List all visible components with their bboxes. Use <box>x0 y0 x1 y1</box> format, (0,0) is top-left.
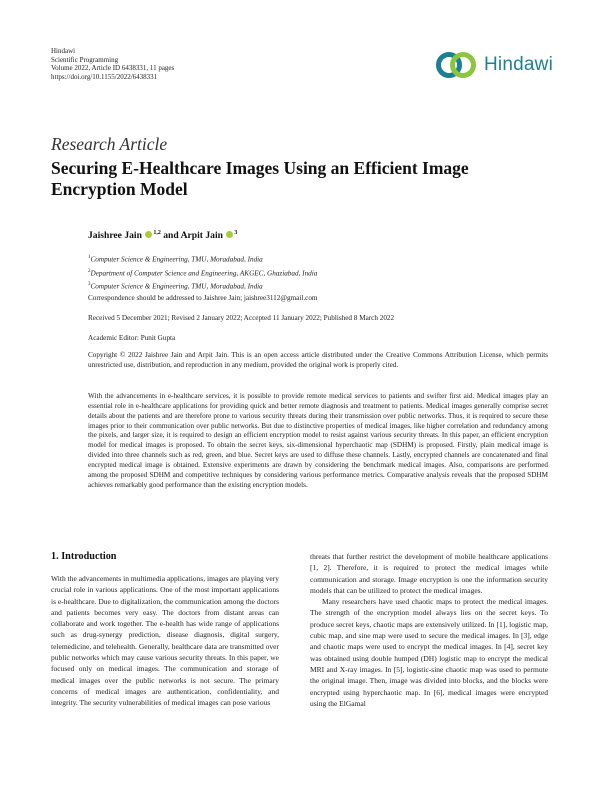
affiliation-item: $^2$Department of Computer Science and Engineering, AKGEC, Ghaziabad, India <box>88 268 318 278</box>
logo-text: Hindawi <box>484 54 553 75</box>
journal-volume: Volume 2022, Article ID 6438331, 11 pages <box>51 64 175 73</box>
right-column <box>310 551 548 709</box>
correspondence: Correspondence should be addressed to Jaishree Jain; jaishree3112@gmail.com <box>88 294 318 302</box>
journal-publisher: Hindawi <box>51 47 76 55</box>
journal-name: Scientific Programming <box>51 55 119 64</box>
section-heading: 1. Introduction <box>51 551 117 562</box>
author-list <box>88 230 237 241</box>
publication-dates: Received 5 December 2021; Revised 2 January 2022; Accepted 11 January 2022; Published 8 March 2022 <box>88 314 395 322</box>
article-type: Research Article <box>51 134 168 154</box>
academic-editor: Academic Editor: Punit Gupta <box>88 334 176 342</box>
hindawi-logo <box>436 48 553 82</box>
orcid-icon[interactable] <box>145 231 152 238</box>
affiliation-item: $^1$Computer Science & Engineering, TMU, Moradabad, India <box>88 255 263 264</box>
affiliation-item: $^3$Computer Science & Engineering, TMU, Moradabad, India <box>88 282 263 291</box>
paper-title: Securing E-Healthcare Images Using an Efficient Image Encryption Model <box>51 158 469 199</box>
author-conjunction: and <box>163 230 179 242</box>
left-column <box>51 551 279 709</box>
copyright-notice: Copyright © 2022 Jaishree Jain and Arpit Jain. This is an open access article distributed under the Creative Commons Attribution License, which permits unrestricted use, distribution, and reproduction in any medium, provided the original work is properly cited. <box>88 351 548 369</box>
hindawi-logo-icon <box>436 48 478 82</box>
intro-paragraph: Many researchers have used chaotic maps to protect the medical images. The strength of the encryption model always lies on the secret keys. To produce secret keys, chaotic maps are extensively utilized. In [1], logistic map, cubic map, and sine map were used to secure the medical images. In [3], edge and chaotic maps were used to encrypt the medical images. In [4], secret key was obtained using double humped (DH) logistic map to encrypt the medical MRI and X-ray images. In [5], logistic-sine chaotic map was used to permute the original image. Then, image was divided into blocks, and the blocks were encrypted using hyperchaotic map. In [6], medical images were encrypted using the ElGamal <box>310 597 548 708</box>
abstract: With the advancements in e-healthcare services, it is possible to provide remote medical services to patients and swifter first aid. Medical images play an essential role in e-healthcare applications for providing quick and better remote diagnosis and treatment to patients. Medical images generally comprise secret details about the patients and are therefore prone to various security threats during their transmission over public networks. Thus, it is required to secure these images prior to their communication over public networks. But due to distinctive properties of medical images, like higher correlation and redundancy among the pixels, and larger size, it is required to design an efficient encryption model to resist against various security threats. In this paper, an efficient encryption model for medical images is proposed. To obtain the secret keys, six-dimensional hyperchaotic map (SDHM) is proposed. Firstly, plain medical image is divided into three channels such as red, green, and blue. Secret keys are used to diffuse these channels. Lastly, encrypted channels are concatenated and final encrypted medical image is obtained. Extensive experiments are drawn by considering the benchmark medical images. Also, comparisons are performed among the proposed SDHM and competitive techniques by considering various performance metrics. Comparative analysis reveals that the proposed SDHM achieves remarkably good performance than the existing encryption models. <box>88 392 548 489</box>
intro-paragraph: With the advancements in multimedia applications, images are playing very crucial role in various applications. One of the most important applications is e-healthcare. Due to digitalization, the communication among the doctors and patients becomes very easy. The doctors from distant areas can collaborate and work together. The e-health has wide range of applications such as drug-synergy prediction, disease diagnosis, digital surgery, telemedicine, and telehealth. Generally, healthcare data are transmitted over public networks which may cause various security threats. In this paper, we focused only on medical images. The communication and storage of medical images over the public networks is not secure. The primary concerns of medical images are authentication, confidentiality, and integrity. The security vulnerabilities of medical images can pose various <box>51 574 279 708</box>
author-affiliation-ref: 1,2 <box>153 230 161 236</box>
intro-paragraph: threats that further restrict the development of mobile healthcare applications [1, 2]. Therefore, it is required to protect the medical images while communication and storage. Image encryption is one the information security models that can be utilized to protect the medical images. <box>310 552 548 595</box>
author-name: Jaishree Jain <box>88 230 142 242</box>
author-name: Arpit Jain <box>180 230 223 242</box>
orcid-icon[interactable] <box>226 231 233 238</box>
journal-info <box>51 47 174 81</box>
journal-doi[interactable]: https://doi.org/10.1155/2022/6438331 <box>51 72 158 81</box>
author-affiliation-ref: 3 <box>234 230 238 236</box>
affiliations <box>88 252 548 293</box>
